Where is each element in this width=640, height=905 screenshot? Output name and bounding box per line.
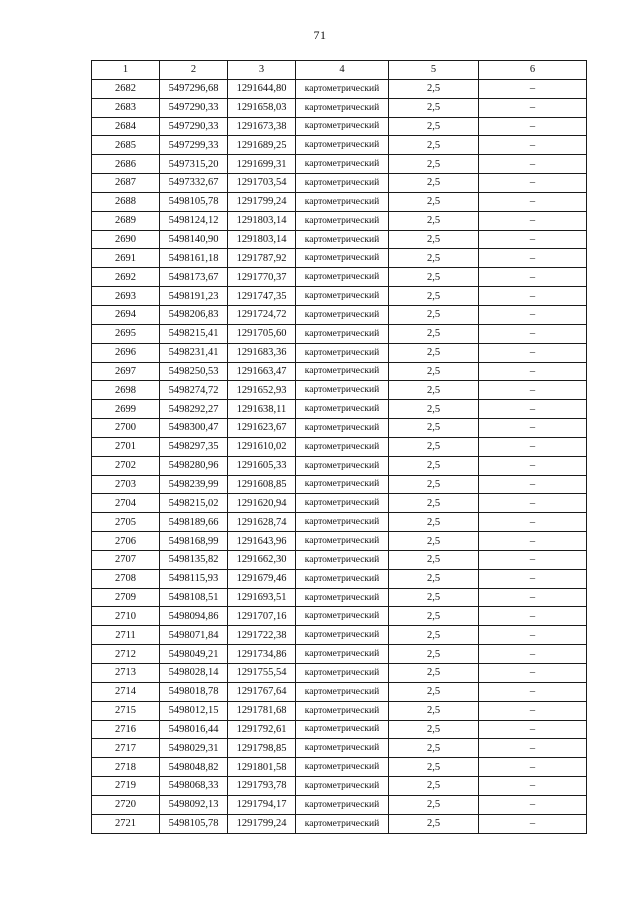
accuracy-cell: 2,5 <box>389 456 479 475</box>
accuracy-cell: 2,5 <box>389 720 479 739</box>
table-row <box>92 701 587 720</box>
y-coordinate-cell: 1291679,46 <box>228 569 296 588</box>
y-coordinate-cell: 1291693,51 <box>228 588 296 607</box>
note-cell: – <box>479 456 587 475</box>
point-number-cell: 2707 <box>92 550 160 569</box>
method-cell: картометрический <box>296 174 389 193</box>
point-number-cell: 2690 <box>92 230 160 249</box>
y-coordinate-cell: 1291643,96 <box>228 532 296 551</box>
point-number-cell: 2713 <box>92 664 160 683</box>
point-number-cell: 2687 <box>92 174 160 193</box>
method-cell: картометрический <box>296 682 389 701</box>
y-coordinate-cell: 1291638,11 <box>228 400 296 419</box>
y-coordinate-cell: 1291644,80 <box>228 79 296 98</box>
accuracy-cell: 2,5 <box>389 494 479 513</box>
point-number-cell: 2682 <box>92 79 160 98</box>
table-row <box>92 79 587 98</box>
method-cell: картометрический <box>296 117 389 136</box>
y-coordinate-cell: 1291767,64 <box>228 682 296 701</box>
point-number-cell: 2704 <box>92 494 160 513</box>
y-coordinate-cell: 1291722,38 <box>228 626 296 645</box>
table-row <box>92 513 587 532</box>
y-coordinate-cell: 1291608,85 <box>228 475 296 494</box>
method-cell: картометрический <box>296 777 389 796</box>
accuracy-cell: 2,5 <box>389 437 479 456</box>
point-number-cell: 2691 <box>92 249 160 268</box>
note-cell: – <box>479 230 587 249</box>
table-row <box>92 664 587 683</box>
table-row <box>92 437 587 456</box>
method-cell: картометрический <box>296 569 389 588</box>
method-cell: картометрический <box>296 645 389 664</box>
x-coordinate-cell: 5498071,84 <box>160 626 228 645</box>
note-cell: – <box>479 814 587 833</box>
y-coordinate-cell: 1291662,30 <box>228 550 296 569</box>
accuracy-cell: 2,5 <box>389 758 479 777</box>
y-coordinate-cell: 1291663,47 <box>228 362 296 381</box>
table-row <box>92 720 587 739</box>
x-coordinate-cell: 5498191,23 <box>160 287 228 306</box>
y-coordinate-cell: 1291689,25 <box>228 136 296 155</box>
column-header: 4 <box>296 61 389 80</box>
method-cell: картометрический <box>296 287 389 306</box>
x-coordinate-cell: 5498239,99 <box>160 475 228 494</box>
accuracy-cell: 2,5 <box>389 343 479 362</box>
x-coordinate-cell: 5498105,78 <box>160 814 228 833</box>
note-cell: – <box>479 362 587 381</box>
y-coordinate-cell: 1291734,86 <box>228 645 296 664</box>
method-cell: картометрический <box>296 814 389 833</box>
table-row <box>92 588 587 607</box>
table-row <box>92 475 587 494</box>
note-cell: – <box>479 136 587 155</box>
point-number-cell: 2693 <box>92 287 160 306</box>
accuracy-cell: 2,5 <box>389 682 479 701</box>
x-coordinate-cell: 5498215,41 <box>160 324 228 343</box>
accuracy-cell: 2,5 <box>389 98 479 117</box>
x-coordinate-cell: 5498068,33 <box>160 777 228 796</box>
point-number-cell: 2703 <box>92 475 160 494</box>
table-row <box>92 362 587 381</box>
x-coordinate-cell: 5497290,33 <box>160 117 228 136</box>
y-coordinate-cell: 1291792,61 <box>228 720 296 739</box>
x-coordinate-cell: 5498231,41 <box>160 343 228 362</box>
point-number-cell: 2720 <box>92 795 160 814</box>
point-number-cell: 2705 <box>92 513 160 532</box>
table-row <box>92 419 587 438</box>
y-coordinate-cell: 1291798,85 <box>228 739 296 758</box>
table-row <box>92 305 587 324</box>
method-cell: картометрический <box>296 532 389 551</box>
x-coordinate-cell: 5498161,18 <box>160 249 228 268</box>
table-row <box>92 739 587 758</box>
table-row <box>92 795 587 814</box>
method-cell: картометрический <box>296 701 389 720</box>
accuracy-cell: 2,5 <box>389 268 479 287</box>
x-coordinate-cell: 5498215,02 <box>160 494 228 513</box>
x-coordinate-cell: 5498094,86 <box>160 607 228 626</box>
table-row <box>92 682 587 701</box>
method-cell: картометрический <box>296 739 389 758</box>
table-row <box>92 607 587 626</box>
point-number-cell: 2695 <box>92 324 160 343</box>
point-number-cell: 2685 <box>92 136 160 155</box>
table-row <box>92 230 587 249</box>
note-cell: – <box>479 513 587 532</box>
x-coordinate-cell: 5497290,33 <box>160 98 228 117</box>
x-coordinate-cell: 5498189,66 <box>160 513 228 532</box>
point-number-cell: 2688 <box>92 192 160 211</box>
point-number-cell: 2702 <box>92 456 160 475</box>
column-header: 5 <box>389 61 479 80</box>
table-row <box>92 569 587 588</box>
method-cell: картометрический <box>296 362 389 381</box>
accuracy-cell: 2,5 <box>389 174 479 193</box>
note-cell: – <box>479 475 587 494</box>
x-coordinate-cell: 5498018,78 <box>160 682 228 701</box>
table-row <box>92 268 587 287</box>
accuracy-cell: 2,5 <box>389 645 479 664</box>
column-header: 2 <box>160 61 228 80</box>
point-number-cell: 2706 <box>92 532 160 551</box>
method-cell: картометрический <box>296 268 389 287</box>
x-coordinate-cell: 5498029,31 <box>160 739 228 758</box>
table-row <box>92 192 587 211</box>
note-cell: – <box>479 419 587 438</box>
table-row <box>92 174 587 193</box>
table-header-row <box>92 61 587 80</box>
table-row <box>92 287 587 306</box>
x-coordinate-cell: 5498135,82 <box>160 550 228 569</box>
note-cell: – <box>479 155 587 174</box>
note-cell: – <box>479 739 587 758</box>
x-coordinate-cell: 5498250,53 <box>160 362 228 381</box>
note-cell: – <box>479 532 587 551</box>
x-coordinate-cell: 5498115,93 <box>160 569 228 588</box>
method-cell: картометрический <box>296 381 389 400</box>
note-cell: – <box>479 664 587 683</box>
accuracy-cell: 2,5 <box>389 814 479 833</box>
table-row <box>92 494 587 513</box>
accuracy-cell: 2,5 <box>389 249 479 268</box>
method-cell: картометрический <box>296 155 389 174</box>
method-cell: картометрический <box>296 343 389 362</box>
note-cell: – <box>479 287 587 306</box>
note-cell: – <box>479 795 587 814</box>
note-cell: – <box>479 777 587 796</box>
note-cell: – <box>479 400 587 419</box>
note-cell: – <box>479 192 587 211</box>
page-number: 71 <box>313 28 327 42</box>
note-cell: – <box>479 174 587 193</box>
method-cell: картометрический <box>296 550 389 569</box>
method-cell: картометрический <box>296 513 389 532</box>
note-cell: – <box>479 381 587 400</box>
point-number-cell: 2719 <box>92 777 160 796</box>
accuracy-cell: 2,5 <box>389 287 479 306</box>
y-coordinate-cell: 1291781,68 <box>228 701 296 720</box>
table-row <box>92 211 587 230</box>
y-coordinate-cell: 1291707,16 <box>228 607 296 626</box>
table-row <box>92 758 587 777</box>
column-header: 3 <box>228 61 296 80</box>
y-coordinate-cell: 1291610,02 <box>228 437 296 456</box>
point-number-cell: 2710 <box>92 607 160 626</box>
accuracy-cell: 2,5 <box>389 626 479 645</box>
y-coordinate-cell: 1291605,33 <box>228 456 296 475</box>
y-coordinate-cell: 1291803,14 <box>228 211 296 230</box>
accuracy-cell: 2,5 <box>389 550 479 569</box>
method-cell: картометрический <box>296 626 389 645</box>
accuracy-cell: 2,5 <box>389 305 479 324</box>
table-row <box>92 532 587 551</box>
method-cell: картометрический <box>296 664 389 683</box>
point-number-cell: 2714 <box>92 682 160 701</box>
accuracy-cell: 2,5 <box>389 777 479 796</box>
note-cell: – <box>479 79 587 98</box>
point-number-cell: 2718 <box>92 758 160 777</box>
y-coordinate-cell: 1291803,14 <box>228 230 296 249</box>
y-coordinate-cell: 1291705,60 <box>228 324 296 343</box>
method-cell: картометрический <box>296 494 389 513</box>
y-coordinate-cell: 1291673,38 <box>228 117 296 136</box>
table-row <box>92 645 587 664</box>
method-cell: картометрический <box>296 79 389 98</box>
x-coordinate-cell: 5497299,33 <box>160 136 228 155</box>
y-coordinate-cell: 1291652,93 <box>228 381 296 400</box>
y-coordinate-cell: 1291799,24 <box>228 814 296 833</box>
y-coordinate-cell: 1291658,03 <box>228 98 296 117</box>
point-number-cell: 2715 <box>92 701 160 720</box>
accuracy-cell: 2,5 <box>389 79 479 98</box>
note-cell: – <box>479 720 587 739</box>
x-coordinate-cell: 5498168,99 <box>160 532 228 551</box>
y-coordinate-cell: 1291724,72 <box>228 305 296 324</box>
table-row <box>92 117 587 136</box>
point-number-cell: 2683 <box>92 98 160 117</box>
method-cell: картометрический <box>296 211 389 230</box>
y-coordinate-cell: 1291623,67 <box>228 419 296 438</box>
x-coordinate-cell: 5498280,96 <box>160 456 228 475</box>
x-coordinate-cell: 5497296,68 <box>160 79 228 98</box>
point-number-cell: 2709 <box>92 588 160 607</box>
note-cell: – <box>479 494 587 513</box>
y-coordinate-cell: 1291747,35 <box>228 287 296 306</box>
accuracy-cell: 2,5 <box>389 400 479 419</box>
accuracy-cell: 2,5 <box>389 117 479 136</box>
point-number-cell: 2699 <box>92 400 160 419</box>
point-number-cell: 2701 <box>92 437 160 456</box>
note-cell: – <box>479 588 587 607</box>
x-coordinate-cell: 5498092,13 <box>160 795 228 814</box>
accuracy-cell: 2,5 <box>389 795 479 814</box>
x-coordinate-cell: 5498108,51 <box>160 588 228 607</box>
y-coordinate-cell: 1291787,92 <box>228 249 296 268</box>
accuracy-cell: 2,5 <box>389 419 479 438</box>
accuracy-cell: 2,5 <box>389 569 479 588</box>
point-number-cell: 2692 <box>92 268 160 287</box>
method-cell: картометрический <box>296 400 389 419</box>
table-row <box>92 626 587 645</box>
method-cell: картометрический <box>296 437 389 456</box>
method-cell: картометрический <box>296 324 389 343</box>
table-row <box>92 814 587 833</box>
x-coordinate-cell: 5498274,72 <box>160 381 228 400</box>
table-row <box>92 550 587 569</box>
accuracy-cell: 2,5 <box>389 211 479 230</box>
method-cell: картометрический <box>296 475 389 494</box>
point-number-cell: 2721 <box>92 814 160 833</box>
x-coordinate-cell: 5498173,67 <box>160 268 228 287</box>
note-cell: – <box>479 249 587 268</box>
point-number-cell: 2697 <box>92 362 160 381</box>
accuracy-cell: 2,5 <box>389 588 479 607</box>
x-coordinate-cell: 5498292,27 <box>160 400 228 419</box>
table-row <box>92 777 587 796</box>
table-row <box>92 324 587 343</box>
method-cell: картометрический <box>296 607 389 626</box>
point-number-cell: 2684 <box>92 117 160 136</box>
note-cell: – <box>479 682 587 701</box>
method-cell: картометрический <box>296 758 389 777</box>
note-cell: – <box>479 550 587 569</box>
table-row <box>92 136 587 155</box>
y-coordinate-cell: 1291628,74 <box>228 513 296 532</box>
method-cell: картометрический <box>296 98 389 117</box>
x-coordinate-cell: 5498300,47 <box>160 419 228 438</box>
note-cell: – <box>479 343 587 362</box>
column-header: 1 <box>92 61 160 80</box>
point-number-cell: 2717 <box>92 739 160 758</box>
note-cell: – <box>479 324 587 343</box>
y-coordinate-cell: 1291755,54 <box>228 664 296 683</box>
point-number-cell: 2711 <box>92 626 160 645</box>
column-header: 6 <box>479 61 587 80</box>
accuracy-cell: 2,5 <box>389 701 479 720</box>
x-coordinate-cell: 5497332,67 <box>160 174 228 193</box>
accuracy-cell: 2,5 <box>389 362 479 381</box>
note-cell: – <box>479 758 587 777</box>
point-number-cell: 2689 <box>92 211 160 230</box>
method-cell: картометрический <box>296 588 389 607</box>
note-cell: – <box>479 437 587 456</box>
x-coordinate-cell: 5498012,15 <box>160 701 228 720</box>
note-cell: – <box>479 98 587 117</box>
note-cell: – <box>479 607 587 626</box>
accuracy-cell: 2,5 <box>389 230 479 249</box>
x-coordinate-cell: 5498140,90 <box>160 230 228 249</box>
accuracy-cell: 2,5 <box>389 664 479 683</box>
table-row <box>92 381 587 400</box>
x-coordinate-cell: 5498049,21 <box>160 645 228 664</box>
method-cell: картометрический <box>296 192 389 211</box>
point-number-cell: 2716 <box>92 720 160 739</box>
method-cell: картометрический <box>296 305 389 324</box>
point-number-cell: 2698 <box>92 381 160 400</box>
y-coordinate-cell: 1291703,54 <box>228 174 296 193</box>
y-coordinate-cell: 1291793,78 <box>228 777 296 796</box>
note-cell: – <box>479 117 587 136</box>
point-number-cell: 2700 <box>92 419 160 438</box>
method-cell: картометрический <box>296 136 389 155</box>
table-row <box>92 343 587 362</box>
accuracy-cell: 2,5 <box>389 136 479 155</box>
note-cell: – <box>479 701 587 720</box>
accuracy-cell: 2,5 <box>389 192 479 211</box>
y-coordinate-cell: 1291794,17 <box>228 795 296 814</box>
y-coordinate-cell: 1291699,31 <box>228 155 296 174</box>
accuracy-cell: 2,5 <box>389 607 479 626</box>
method-cell: картометрический <box>296 456 389 475</box>
method-cell: картометрический <box>296 419 389 438</box>
coordinates-table <box>91 60 587 834</box>
accuracy-cell: 2,5 <box>389 381 479 400</box>
table-row <box>92 249 587 268</box>
accuracy-cell: 2,5 <box>389 532 479 551</box>
x-coordinate-cell: 5498124,12 <box>160 211 228 230</box>
accuracy-cell: 2,5 <box>389 324 479 343</box>
note-cell: – <box>479 211 587 230</box>
point-number-cell: 2712 <box>92 645 160 664</box>
x-coordinate-cell: 5497315,20 <box>160 155 228 174</box>
table-row <box>92 456 587 475</box>
table-body <box>92 79 587 833</box>
point-number-cell: 2708 <box>92 569 160 588</box>
table-row <box>92 400 587 419</box>
table-row <box>92 98 587 117</box>
note-cell: – <box>479 305 587 324</box>
accuracy-cell: 2,5 <box>389 739 479 758</box>
y-coordinate-cell: 1291620,94 <box>228 494 296 513</box>
method-cell: картометрический <box>296 230 389 249</box>
x-coordinate-cell: 5498297,35 <box>160 437 228 456</box>
point-number-cell: 2686 <box>92 155 160 174</box>
note-cell: – <box>479 645 587 664</box>
method-cell: картометрический <box>296 249 389 268</box>
y-coordinate-cell: 1291799,24 <box>228 192 296 211</box>
method-cell: картометрический <box>296 795 389 814</box>
point-number-cell: 2696 <box>92 343 160 362</box>
x-coordinate-cell: 5498016,44 <box>160 720 228 739</box>
note-cell: – <box>479 626 587 645</box>
y-coordinate-cell: 1291801,58 <box>228 758 296 777</box>
note-cell: – <box>479 569 587 588</box>
note-cell: – <box>479 268 587 287</box>
accuracy-cell: 2,5 <box>389 155 479 174</box>
point-number-cell: 2694 <box>92 305 160 324</box>
table-row <box>92 155 587 174</box>
x-coordinate-cell: 5498028,14 <box>160 664 228 683</box>
y-coordinate-cell: 1291770,37 <box>228 268 296 287</box>
accuracy-cell: 2,5 <box>389 475 479 494</box>
accuracy-cell: 2,5 <box>389 513 479 532</box>
x-coordinate-cell: 5498105,78 <box>160 192 228 211</box>
method-cell: картометрический <box>296 720 389 739</box>
x-coordinate-cell: 5498048,82 <box>160 758 228 777</box>
y-coordinate-cell: 1291683,36 <box>228 343 296 362</box>
x-coordinate-cell: 5498206,83 <box>160 305 228 324</box>
